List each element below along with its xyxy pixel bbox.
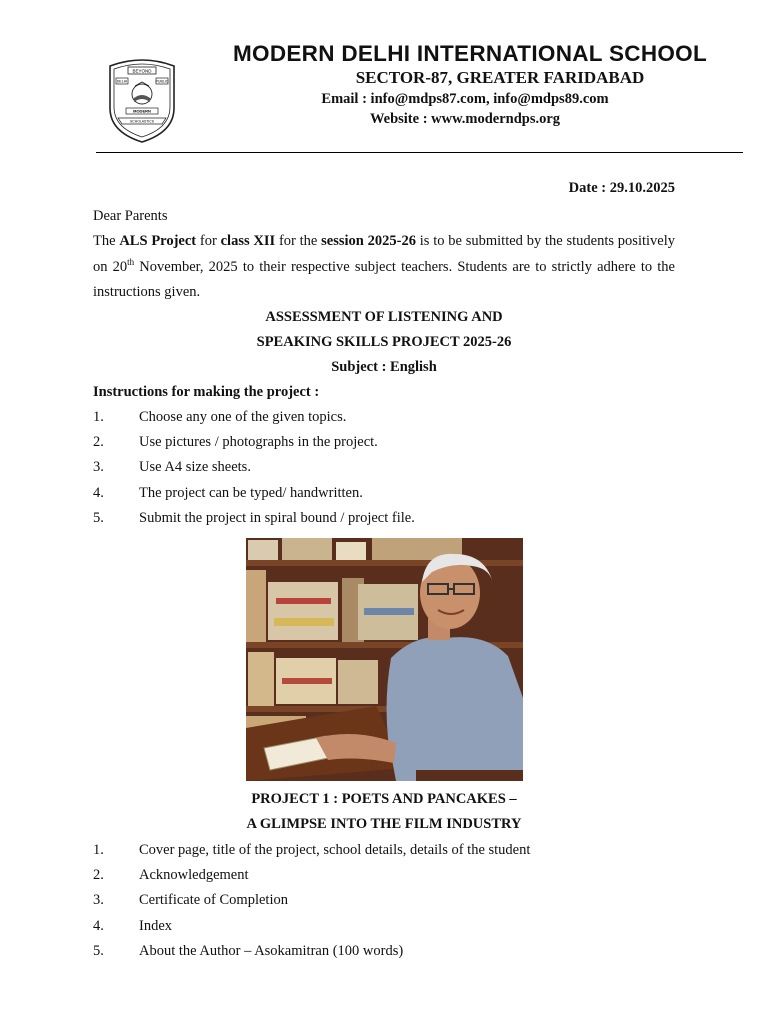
salutation: Dear Parents (93, 208, 168, 224)
school-address: SECTOR-87, GREATER FARIDABAD (355, 68, 645, 87)
letter-date: Date : 29.10.2025 (568, 180, 675, 196)
school-email: Email : info@mdps87.com, info@mdps89.com (321, 91, 609, 107)
assessment-heading-line2: SPEAKING SKILLS PROJECT 2025-26 (256, 334, 512, 350)
school-crest-icon (104, 56, 180, 144)
school-website: Website : www.moderndps.org (369, 111, 561, 127)
school-name: MODERN DELHI INTERNATIONAL SCHOOL (232, 41, 708, 66)
logo-banner-right: PUBLIC (155, 79, 169, 84)
author-portrait-photo (246, 538, 523, 781)
subject-line: Subject : English (331, 359, 437, 375)
project-name: ALS Project (119, 233, 197, 249)
header-divider (96, 152, 743, 153)
assessment-heading-line1: ASSESSMENT OF LISTENING AND (265, 309, 503, 325)
instructions-title: Instructions for making the project : (93, 384, 320, 400)
logo-banner-left: DELHI (116, 79, 128, 84)
class-name: class XII (220, 233, 276, 249)
logo-banner-mid: MODERN (133, 108, 151, 114)
session-name: session 2025-26 (321, 233, 416, 249)
logo-banner-top: BEYOND (132, 68, 152, 74)
project-title-line1: PROJECT 1 : POETS AND PANCAKES – (251, 791, 517, 807)
project-title-line2: A GLIMPSE INTO THE FILM INDUSTRY (246, 816, 522, 832)
logo-banner-bottom: SCHOLASTICS (130, 119, 154, 124)
intro-paragraph: The ALS Project for class XII for the session 2025-26 is to be submitted by the students positively on 20th November, 2025 to their respective subject teachers. Students are to strictly adhere to the instructions given. (93, 233, 675, 300)
